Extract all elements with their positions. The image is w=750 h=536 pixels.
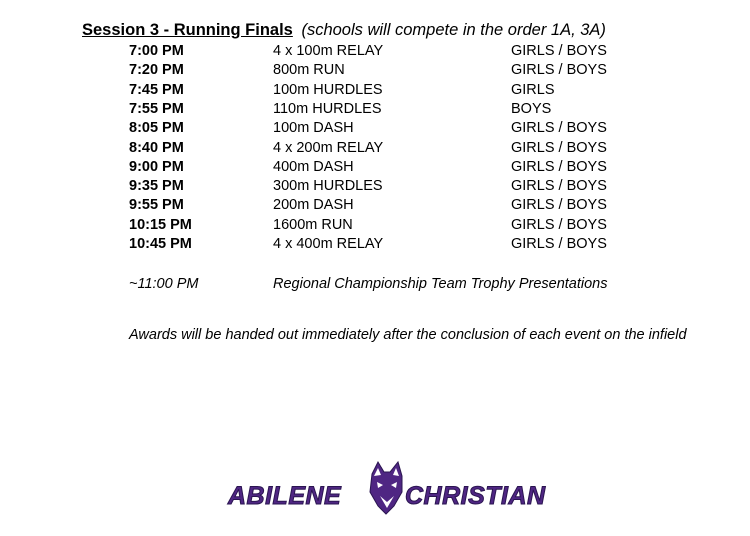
event-name: 300m HURDLES [273,178,383,195]
event-time: 10:15 PM [129,216,192,233]
event-time: 9:00 PM [129,158,184,175]
event-time: 7:20 PM [129,62,184,79]
event-name: 4 x 400m RELAY [273,236,384,252]
event-time: 8:40 PM [129,139,184,156]
event-gender: GIRLS / BOYS [511,216,607,233]
event-name: 800m RUN [273,62,345,79]
event-gender: GIRLS [511,81,555,98]
event-gender: GIRLS / BOYS [511,120,607,137]
event-gender: GIRLS / BOYS [511,62,607,79]
trophy-event: Regional Championship Team Trophy Presentations [273,276,608,292]
logo-text-left: ABILENE [228,482,342,510]
event-name: 1600m RUN [273,216,353,233]
event-time: 7:55 PM [129,100,184,117]
session-subtitle: (schools will compete in the order 1A, 3A) [301,21,606,39]
event-time: 9:35 PM [129,178,184,195]
event-name: 200m DASH [273,197,354,214]
event-name: 100m HURDLES [273,81,383,98]
event-time: 7:45 PM [129,81,184,98]
event-gender: BOYS [511,100,552,117]
event-name: 400m DASH [273,158,354,175]
event-gender: GIRLS / BOYS [511,139,607,156]
event-name: 100m DASH [273,120,354,137]
event-name: 4 x 100m RELAY [273,43,384,59]
event-time: 9:55 PM [129,197,184,214]
event-name: 110m HURDLES [273,100,382,117]
event-gender: GIRLS / BOYS [511,197,607,214]
abilene-christian-logo [224,460,560,518]
session-header [82,21,606,40]
event-gender: GIRLS / BOYS [511,178,607,195]
event-time: 10:45 PM [129,236,192,252]
event-time: 7:00 PM [129,43,184,59]
event-gender: GIRLS / BOYS [511,158,607,175]
session-title: Session 3 - Running Finals [82,21,293,39]
trophy-time: ~11:00 PM [129,276,199,292]
logo-text-right: CHRISTIAN [405,482,546,510]
event-gender: GIRLS / BOYS [511,236,607,252]
event-time: 8:05 PM [129,120,184,137]
event-gender: GIRLS / BOYS [511,43,607,59]
wildcat-head-icon [370,462,402,514]
awards-note: Awards will be handed out immediately after the conclusion of each event on the infield [129,327,687,343]
event-name: 4 x 200m RELAY [273,139,384,156]
